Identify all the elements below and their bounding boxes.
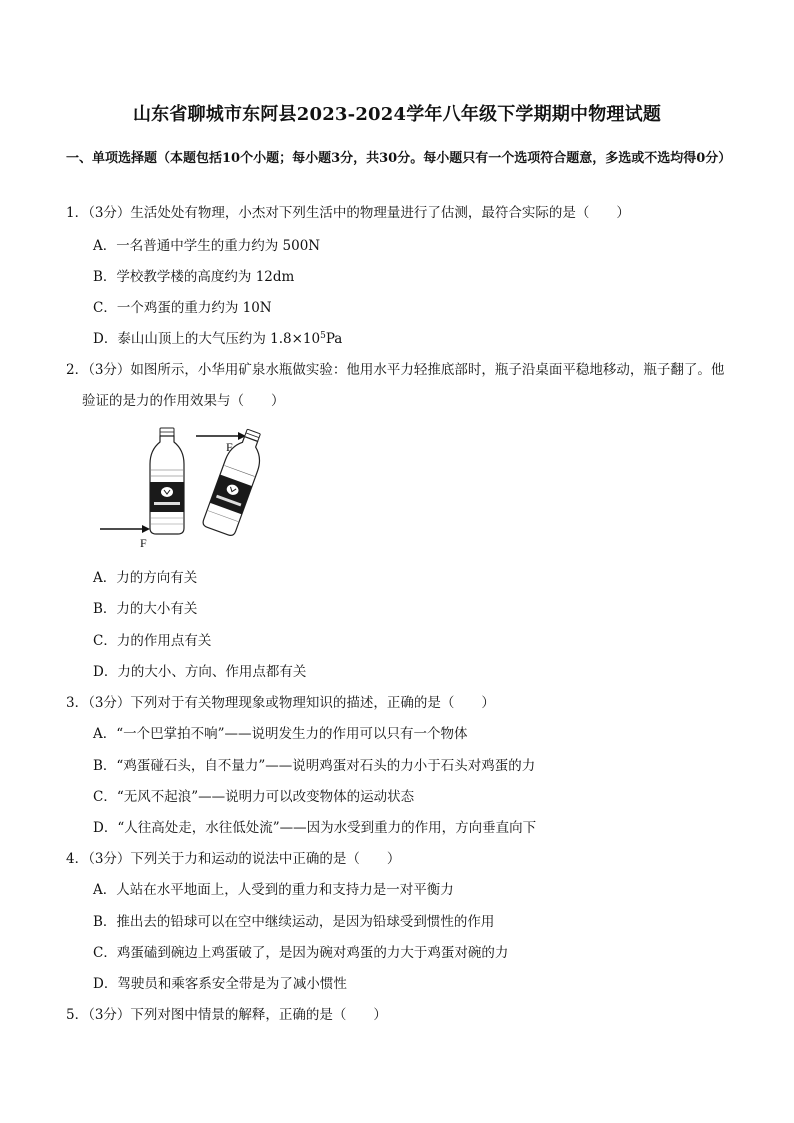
tilted-bottle-icon — [202, 426, 270, 537]
option-d: D．泰山山顶上的大气压约为 $1.8\times 10^5Pa$ — [93, 331, 343, 347]
question-stem: 1．（3分）生活处处有物理，小杰对下列生活中的物理量进行了估测，最符合实际的是（ ） — [66, 205, 630, 221]
force-label-top: F — [226, 440, 233, 454]
force-label-bottom: F — [140, 536, 147, 550]
bottle-experiment-figure — [94, 424, 290, 554]
option-b: B．学校教学楼的高度约为 12dm — [93, 269, 295, 285]
section-heading: 一、单项选择题（本题包括10个小题；每小题3分，共30分。每小题只有一个选项符合题意，多选或不选均得0分） — [66, 151, 732, 166]
option-c: C．鸡蛋磕到碗边上鸡蛋破了，是因为碗对鸡蛋的力大于鸡蛋对碗的力 — [93, 945, 509, 961]
option-d: D．“人往高处走，水往低处流”——因为水受到重力的作用，方向垂直向下 — [93, 820, 537, 836]
question-2 — [66, 355, 728, 417]
option-b: B．推出去的铅球可以在空中继续运动，是因为铅球受到惯性的作用 — [93, 914, 495, 930]
option-c: C．力的作用点有关 — [93, 633, 212, 649]
question-stem: 4．（3分）下列关于力和运动的说法中正确的是（ ） — [66, 851, 401, 867]
question-stem: 5．（3分）下列对图中情景的解释，正确的是（ ） — [66, 1007, 387, 1023]
question-3 — [66, 688, 728, 719]
option-c: C．“无风不起浪”——说明力可以改变物体的运动状态 — [93, 789, 415, 805]
question-stem: 2．（3分）如图所示，小华用矿泉水瓶做实验：他用水平力轻推底部时，瓶子沿桌面平稳地移动，瓶子翻了。他验证的是力的作用效果与（ ） — [66, 362, 725, 409]
question-4 — [66, 844, 728, 875]
option-a: A．力的方向有关 — [93, 570, 198, 586]
upright-bottle-icon — [150, 428, 184, 534]
option-b: B．“鸡蛋碰石头，自不量力”——说明鸡蛋对石头的力小于石头对鸡蛋的力 — [93, 758, 536, 774]
question-1 — [66, 198, 728, 229]
option-a: A．人站在水平地面上，人受到的重力和支持力是一对平衡力 — [93, 882, 454, 898]
option-d: D．驾驶员和乘客系安全带是为了减小惯性 — [93, 976, 347, 992]
question-5 — [66, 1000, 728, 1031]
question-stem: 3．（3分）下列对于有关物理现象或物理知识的描述，正确的是（ ） — [66, 695, 495, 711]
option-a: A．一名普通中学生的重力约为 500N — [93, 238, 321, 254]
option-b: B．力的大小有关 — [93, 601, 198, 617]
exam-title: 山东省聊城市东阿县2023-2024学年八年级下学期期中物理试题 — [132, 104, 662, 125]
option-a: A．“一个巴掌拍不响”——说明发生力的作用可以只有一个物体 — [93, 726, 468, 742]
option-d: D．力的大小、方向、作用点都有关 — [93, 664, 307, 680]
option-c: C．一个鸡蛋的重力约为 10N — [93, 300, 272, 316]
